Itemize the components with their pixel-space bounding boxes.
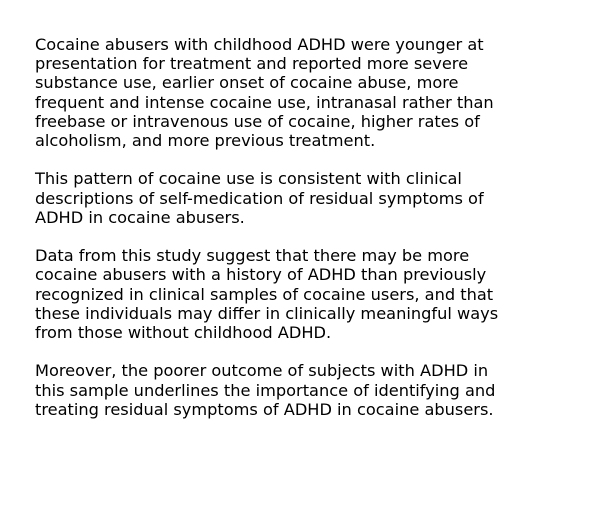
document-body (35, 35, 595, 419)
paragraph-3: Data from this study suggest that there may be more cocaine abusers with a history of ADHD than previously recognized in clinical samples of cocaine users, and that these individuals may differ in clinically meaningful ways from those without childhood ADHD. (35, 246, 499, 343)
paragraph-1: Cocaine abusers with childhood ADHD were younger at presentation for treatment and reported more severe substance use, earlier onset of cocaine abuse, more frequent and intense cocaine use, intranasal rather than freebase or intravenous use of cocaine, higher rates of alcoholism, and more previous treatment. (35, 35, 494, 151)
paragraph-2: This pattern of cocaine use is consistent with clinical descriptions of self-medication of residual symptoms of ADHD in cocaine abusers. (35, 169, 484, 227)
paragraph-4: Moreover, the poorer outcome of subjects with ADHD in this sample underlines the importance of identifying and treating residual symptoms of ADHD in cocaine abusers. (35, 361, 496, 419)
